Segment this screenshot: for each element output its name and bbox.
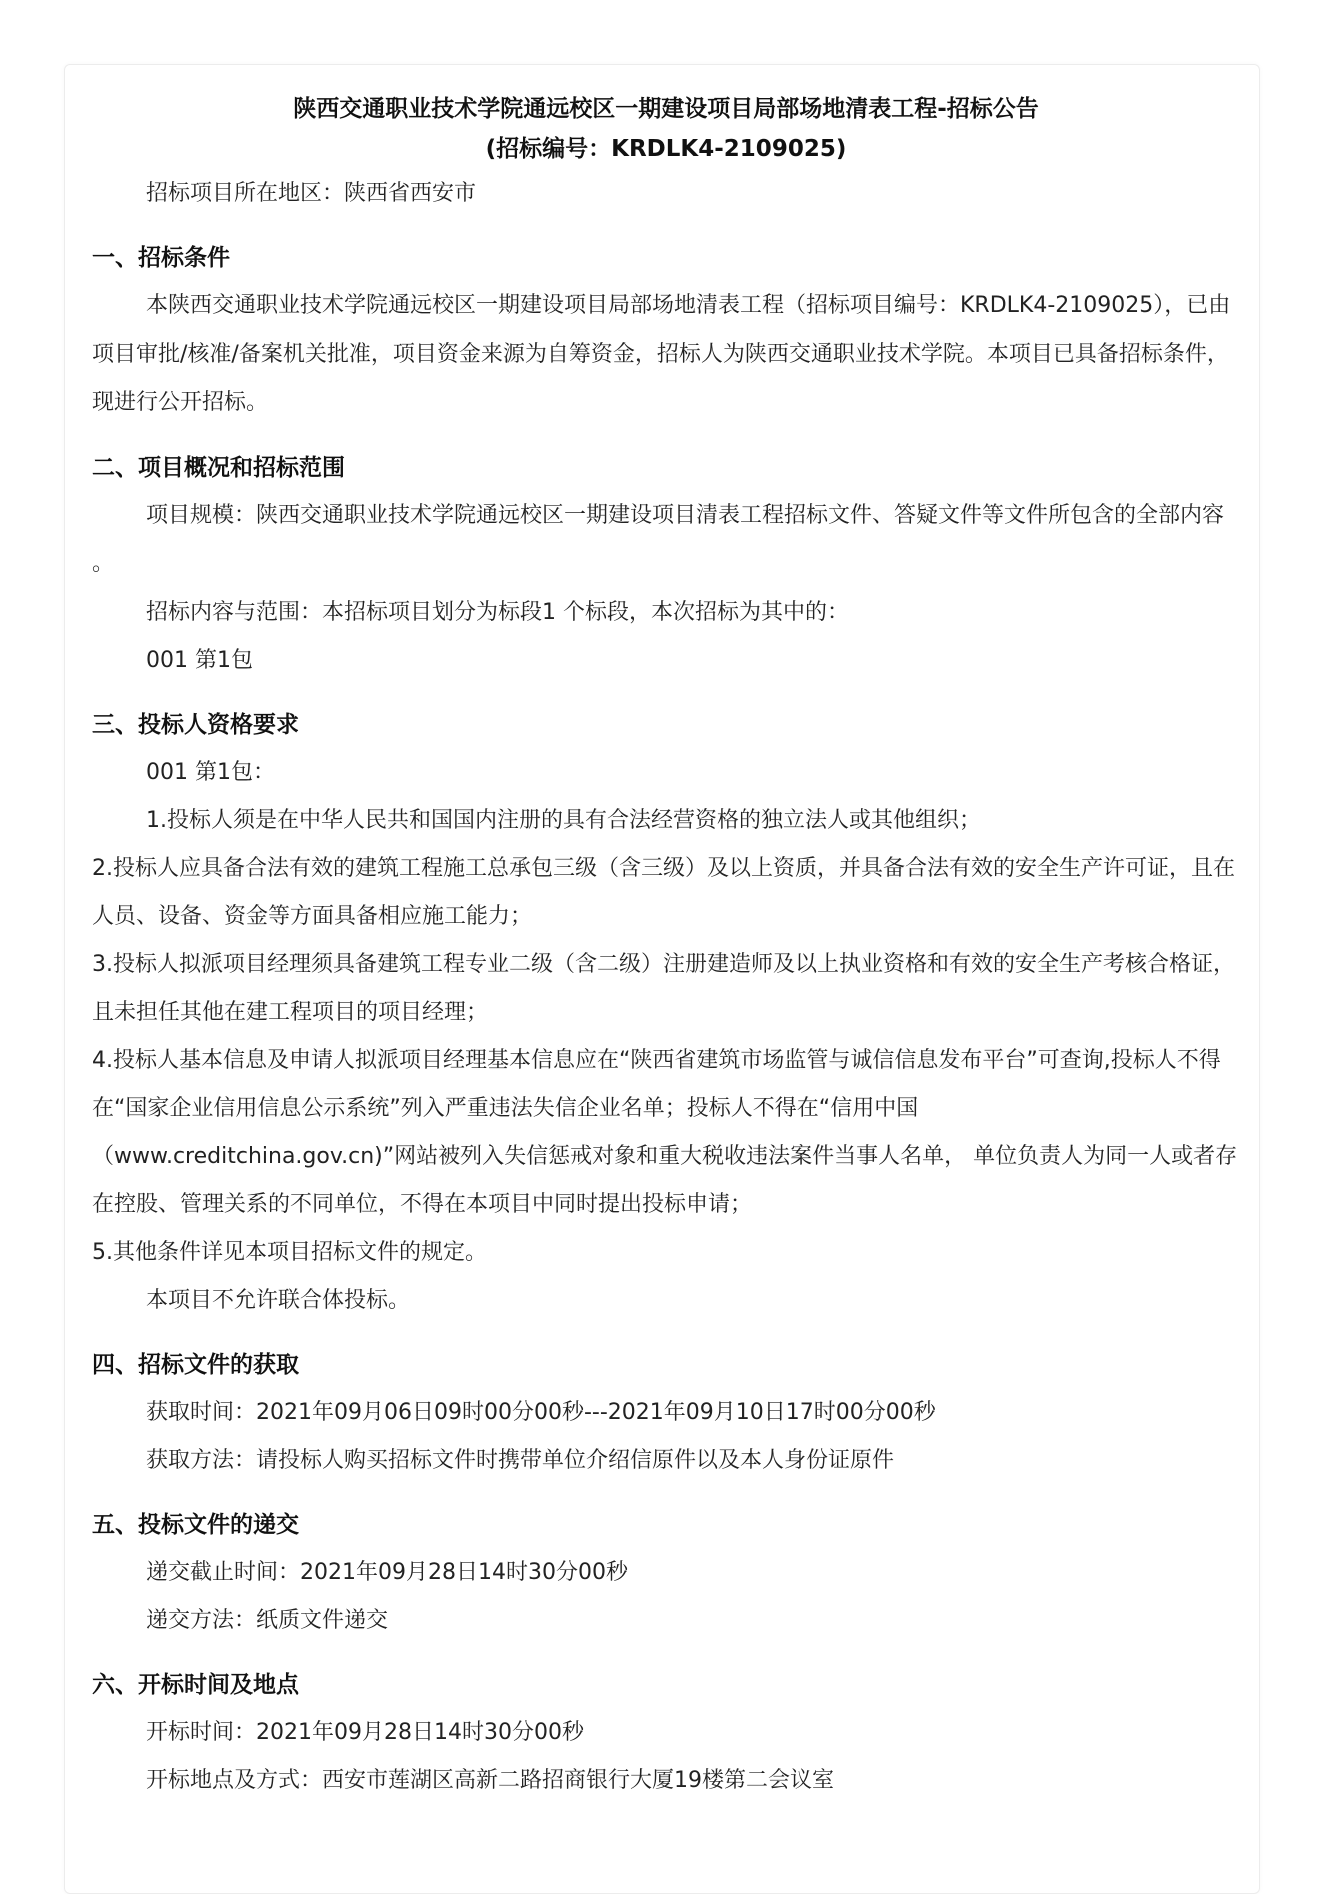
section-heading-qualifications: 三、投标人资格要求	[92, 711, 299, 738]
bid-scope: 招标内容与范围：本招标项目划分为标段1 个标段，本次招标为其中的：	[146, 599, 849, 625]
bid-number: (招标编号：KRDLK4-2109025)	[485, 136, 847, 162]
requirement-3: 3.投标人拟派项目经理须具备建筑工程专业二级（含二级）注册建造师及以上执业资格和有效的安全生产考核合格证，且未担任其他在建工程项目的项目经理；	[92, 951, 1235, 1025]
section-heading-submission: 五、投标文件的递交	[92, 1511, 299, 1538]
section-heading-opening: 六、开标时间及地点	[92, 1671, 299, 1698]
project-scale: 项目规模：陕西交通职业技术学院通远校区一期建设项目清表工程招标文件、答疑文件等文件所包含的全部内容 。	[92, 502, 1225, 576]
requirement-5: 5.其他条件详见本项目招标文件的规定。	[92, 1239, 487, 1265]
opening-location: 开标地点及方式：西安市莲湖区高新二路招商银行大厦19楼第二会议室	[146, 1767, 834, 1793]
requirement-1: 1.投标人须是在中华人民共和国国内注册的具有合法经营资格的独立法人或其他组织；	[146, 807, 981, 833]
consortium-note: 本项目不允许联合体投标。	[146, 1287, 411, 1313]
section-heading-conditions: 一、招标条件	[92, 245, 230, 271]
qualification-package: 001 第1包：	[146, 759, 275, 785]
conditions-text: 本陕西交通职业技术学院通远校区一期建设项目局部场地清表工程（招标项目编号：KRDLK4-2109025），已由项目审批/核准/备案机关批准，项目资金来源为自筹资金，招标人为陕西交通职业技术学院。本项目已具备招标条件，现进行公开招标。	[92, 293, 1231, 415]
announcement-content	[92, 92, 1240, 1805]
submission-method: 递交方法：纸质文件递交	[146, 1607, 389, 1633]
submission-deadline: 递交截止时间：2021年09月28日14时30分00秒	[146, 1559, 628, 1585]
opening-time: 开标时间：2021年09月28日14时30分00秒	[146, 1719, 584, 1745]
section-heading-overview: 二、项目概况和招标范围	[92, 454, 345, 481]
package-label: 001 第1包	[146, 647, 253, 673]
section-heading-obtain: 四、招标文件的获取	[92, 1351, 299, 1378]
requirement-2: 2.投标人应具备合法有效的建筑工程施工总承包三级（含三级）及以上资质，并具备合法有效的安全生产许可证，且在人员、设备、资金等方面具备相应施工能力；	[92, 855, 1235, 929]
obtain-time: 获取时间：2021年09月06日09时00分00秒---2021年09月10日17时00分00秒	[146, 1399, 936, 1425]
obtain-method: 获取方法：请投标人购买招标文件时携带单位介绍信原件以及本人身份证原件	[146, 1447, 895, 1473]
requirement-4: 4.投标人基本信息及申请人拟派项目经理基本信息应在“陕西省建筑市场监管与诚信信息发布平台”可查询,投标人不得在“国家企业信用信息公示系统”列入严重违法失信企业名单；投标人不得在“信用中国（www.creditchina.gov.cn)”网站被列入失信惩戒对象和重大税收违法案件当事人名单， 单位负责人为同一人或者存在控股、管理关系的不同单位，不得在本项目中同时提出投标申请；	[92, 1047, 1238, 1217]
document-title: 陕西交通职业技术学院通远校区一期建设项目局部场地清表工程-招标公告	[293, 96, 1039, 122]
project-region: 招标项目所在地区：陕西省西安市	[146, 181, 477, 206]
